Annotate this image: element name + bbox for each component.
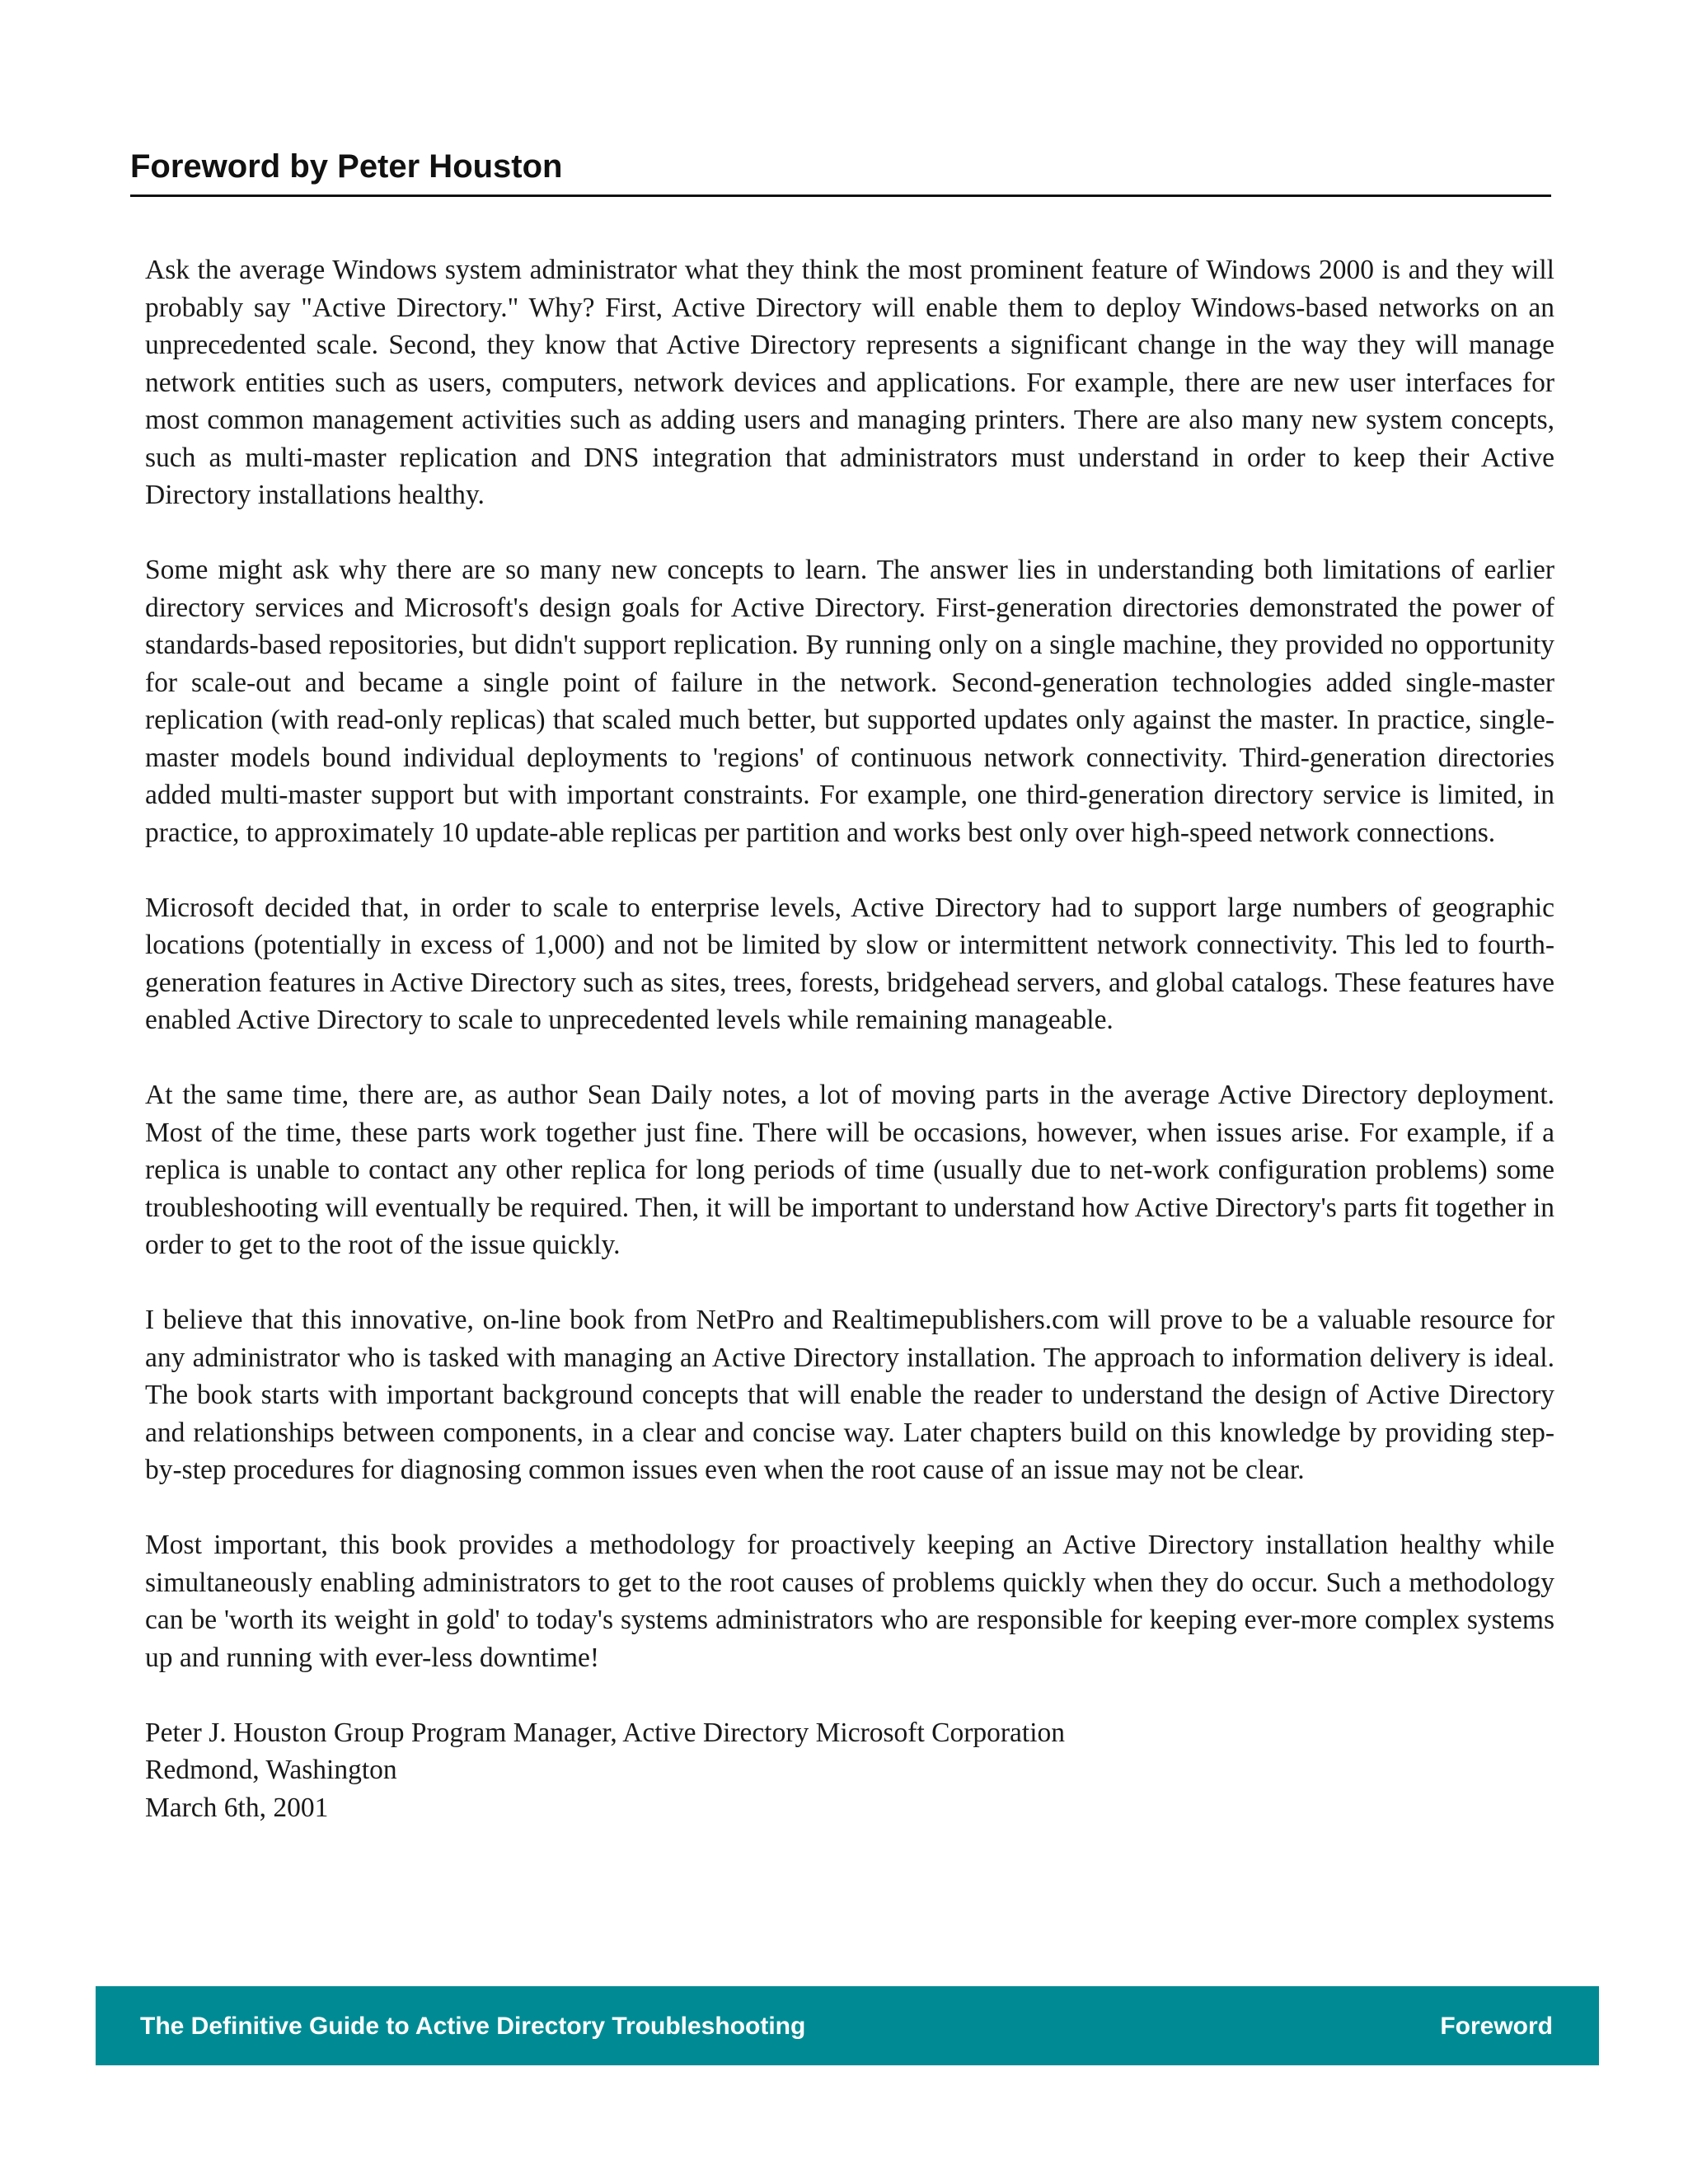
body-content — [145, 251, 1554, 1826]
footer-bar — [96, 1986, 1599, 2065]
paragraph-4: At the same time, there are, as author Sean Daily notes, a lot of moving parts in the average Active Directory deployment. Most of the time, these parts work together just fine. There will be occasions, however, when issues arise. For example, if a replica is unable to contact any other replica for long periods of time (usually due to net-work configuration problems) some troubleshooting will eventually be required. Then, it will be important to understand how Active Directory's parts fit together in order to get to the root of the issue quickly. — [145, 1080, 1554, 1260]
paragraph-1: Ask the average Windows system administrator what they think the most prominent feature of Windows 2000 is and they will probably say "Active Directory." Why? First, Active Directory will enable them to deploy Windows-based networks on an unprecedented scale. Second, they know that Active Directory represents a significant change in the way they will manage network entities such as users, computers, network devices and applications. For example, there are new user interfaces for most common management activities such as adding users and managing printers. There are also many new system concepts, such as multi-master replication and DNS integration that administrators must understand in order to keep their Active Directory installations healthy. — [145, 255, 1554, 510]
signature-name: Peter J. Houston Group Program Manager, Active Directory Microsoft Corporation — [145, 1717, 1066, 1748]
signature-location: Redmond, Washington — [145, 1755, 397, 1785]
footer-book-title: The Definitive Guide to Active Directory Troubleshooting — [140, 2013, 806, 2040]
paragraph-6: Most important, this book provides a methodology for proactively keeping an Active Directory installation healthy while simultaneously enabling administrators to get to the root causes of problems quickly when they do occur. Such a methodology can be 'worth its weight in gold' to today's systems administrators who are responsible for keeping ever-more complex systems up and running with ever-less downtime! — [145, 1530, 1554, 1673]
paragraph-2: Some might ask why there are so many new concepts to learn. The answer lies in understanding both limitations of earlier directory services and Microsoft's design goals for Active Directory. First-generation directories demonstrated the power of standards-based repositories, but didn't support replication. By running only on a single machine, they provided no opportunity for scale-out and became a single point of failure in the network. Second-generation technologies added single-master replication (with read-only replicas) that scaled much better, but supported updates only against the master. In practice, single-master models bound individual deployments to 'regions' of continuous network connectivity. Third-generation directories added multi-master support but with important constraints. For example, one third-generation directory service is limited, in practice, to approximately 10 update-able replicas per partition and works best only over high-speed network connections. — [145, 555, 1554, 848]
signature-date: March 6th, 2001 — [145, 1792, 329, 1823]
paragraph-5: I believe that this innovative, on-line book from NetPro and Realtimepublishers.com will prove to be a valuable resource for any administrator who is tasked with managing an Active Directory installation. The approach to information delivery is ideal. The book starts with important background concepts that will enable the reader to understand the design of Active Directory and relationships between components, in a clear and concise way. Later chapters build on this knowledge by providing step-by-step procedures for diagnosing common issues even when the root cause of an issue may not be clear. — [145, 1305, 1554, 1485]
title-rule — [130, 194, 1551, 197]
signature-block — [145, 1714, 1554, 1827]
page-title: Foreword by Peter Houston — [130, 148, 563, 185]
footer-section: Foreword — [1440, 2013, 1553, 2040]
paragraph-3: Microsoft decided that, in order to scale to enterprise levels, Active Directory had to support large numbers of geographic locations (potentially in excess of 1,000) and not be limited by slow or intermittent network connectivity. This led to fourth-generation features in Active Directory such as sites, trees, forests, bridgehead servers, and global catalogs. These features have enabled Active Directory to scale to unprecedented levels while remaining manageable. — [145, 892, 1554, 1035]
